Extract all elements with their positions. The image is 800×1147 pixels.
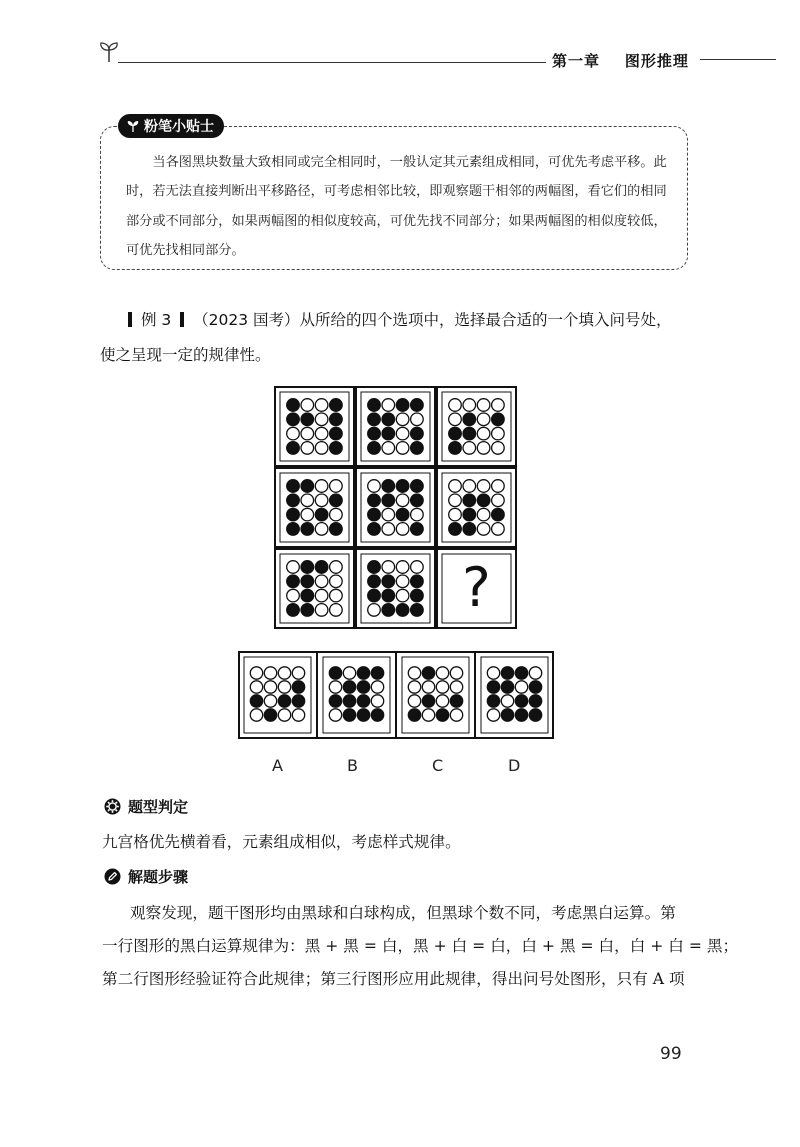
white-dot	[501, 695, 513, 707]
white-dot	[411, 561, 424, 574]
grid-cell-frame	[275, 549, 354, 628]
grid-cell-frame	[437, 468, 516, 547]
white-dot	[330, 604, 343, 617]
white-dot	[477, 480, 490, 493]
black-dot	[463, 427, 476, 440]
option-figure-a	[250, 667, 304, 721]
black-dot	[411, 494, 424, 507]
black-dot	[436, 709, 448, 721]
grid-cell-frame	[275, 387, 354, 466]
black-dot	[515, 695, 527, 707]
white-dot	[529, 667, 541, 679]
white-dot	[371, 695, 383, 707]
black-dot	[501, 709, 513, 721]
white-dot	[422, 709, 434, 721]
white-dot	[492, 523, 505, 536]
white-dot	[278, 681, 290, 693]
black-dot	[382, 480, 395, 493]
black-dot	[330, 523, 343, 536]
white-dot	[382, 561, 395, 574]
white-dot	[382, 508, 395, 521]
black-dot	[264, 709, 276, 721]
option-figure-d	[487, 667, 541, 721]
option-label-c[interactable]: C	[432, 756, 444, 775]
white-dot	[368, 480, 381, 493]
white-dot	[330, 575, 343, 588]
black-dot	[411, 604, 424, 617]
black-dot	[515, 667, 527, 679]
white-dot	[329, 709, 341, 721]
black-dot	[343, 695, 355, 707]
black-dot	[292, 695, 304, 707]
white-dot	[287, 561, 300, 574]
figure-r1-c3	[449, 399, 505, 455]
black-dot	[329, 667, 341, 679]
grid-cell-frame	[275, 468, 354, 547]
tip-badge	[118, 114, 224, 138]
white-dot	[382, 442, 395, 455]
black-dot	[368, 575, 381, 588]
grid-cell-frame	[356, 387, 435, 466]
white-dot	[330, 508, 343, 521]
example-label: 例 3	[140, 311, 172, 329]
black-dot	[287, 494, 300, 507]
black-dot	[368, 508, 381, 521]
white-dot	[278, 667, 290, 679]
black-dot	[357, 681, 369, 693]
white-dot	[492, 494, 505, 507]
white-dot	[330, 589, 343, 602]
white-dot	[477, 523, 490, 536]
white-dot	[477, 442, 490, 455]
white-dot	[250, 667, 262, 679]
white-dot	[449, 480, 462, 493]
chapter-title	[552, 50, 689, 71]
white-dot	[396, 589, 409, 602]
white-dot	[515, 681, 527, 693]
black-dot	[382, 589, 395, 602]
black-dot	[396, 508, 409, 521]
white-dot	[463, 480, 476, 493]
black-dot	[278, 695, 290, 707]
black-dot	[287, 442, 300, 455]
chapter-number: 第一章	[552, 52, 601, 70]
white-dot	[330, 480, 343, 493]
black-dot	[371, 667, 383, 679]
white-dot	[436, 681, 448, 693]
white-dot	[315, 589, 328, 602]
white-dot	[301, 508, 314, 521]
white-dot	[315, 442, 328, 455]
white-dot	[396, 575, 409, 588]
white-dot	[329, 681, 341, 693]
white-dot	[287, 589, 300, 602]
white-dot	[315, 427, 328, 440]
black-dot	[368, 589, 381, 602]
example-marker-right	[180, 312, 184, 327]
white-dot	[250, 681, 262, 693]
black-dot	[529, 695, 541, 707]
black-dot	[411, 427, 424, 440]
black-dot	[463, 413, 476, 426]
white-dot	[301, 399, 314, 412]
white-dot	[396, 494, 409, 507]
black-dot	[368, 413, 381, 426]
white-dot	[449, 494, 462, 507]
white-dot	[449, 399, 462, 412]
black-dot	[368, 561, 381, 574]
white-dot	[436, 667, 448, 679]
black-dot	[330, 413, 343, 426]
black-dot	[250, 695, 262, 707]
white-dot	[408, 681, 420, 693]
white-dot	[492, 480, 505, 493]
sprout-icon	[126, 119, 140, 133]
white-dot	[492, 427, 505, 440]
white-dot	[343, 667, 355, 679]
black-dot	[301, 589, 314, 602]
black-dot	[449, 523, 462, 536]
black-dot	[330, 442, 343, 455]
figure-r3-c2	[368, 561, 424, 617]
white-dot	[477, 399, 490, 412]
black-dot	[382, 413, 395, 426]
section-steps-title: 解题步骤	[128, 868, 189, 886]
black-dot	[330, 427, 343, 440]
white-dot	[396, 523, 409, 536]
header-rule-left	[118, 62, 546, 63]
white-dot	[408, 695, 420, 707]
white-dot	[450, 709, 462, 721]
white-dot	[449, 508, 462, 521]
section-type-text: 九宫格优先横着看，元素组成相似，考虑样式规律。	[102, 833, 461, 851]
black-dot	[330, 399, 343, 412]
black-dot	[368, 523, 381, 536]
header-rule-right	[700, 59, 776, 60]
white-dot	[382, 399, 395, 412]
white-dot	[450, 681, 462, 693]
white-dot	[477, 508, 490, 521]
black-dot	[301, 575, 314, 588]
black-dot	[301, 604, 314, 617]
black-dot	[292, 681, 304, 693]
example-source: （2023 国考）从所给的四个选项中，选择最合适的一个填入问号处，	[193, 311, 672, 329]
option-figure-b	[329, 667, 383, 721]
black-dot	[287, 480, 300, 493]
grid-cell-frame	[356, 549, 435, 628]
black-dot	[330, 494, 343, 507]
sprout-icon	[97, 40, 121, 64]
black-dot	[301, 523, 314, 536]
black-dot	[529, 709, 541, 721]
white-dot	[264, 681, 276, 693]
black-dot	[492, 508, 505, 521]
black-dot	[301, 413, 314, 426]
section-type-heading	[104, 796, 188, 817]
black-dot	[449, 442, 462, 455]
black-dot	[449, 427, 462, 440]
white-dot	[301, 427, 314, 440]
white-dot	[278, 709, 290, 721]
white-dot	[396, 413, 409, 426]
white-dot	[264, 695, 276, 707]
black-dot	[411, 480, 424, 493]
grid-cell-frame	[356, 468, 435, 547]
black-dot	[287, 399, 300, 412]
white-dot	[422, 681, 434, 693]
option-label-d[interactable]: D	[508, 756, 521, 775]
steps-line-1: 观察发现，题干图形均由黑球和白球构成，但黑球个数不同，考虑黑白运算。第	[130, 904, 676, 922]
figure-r3-c1	[287, 561, 343, 617]
white-dot	[492, 399, 505, 412]
black-dot	[329, 695, 341, 707]
black-dot	[396, 604, 409, 617]
black-dot	[411, 442, 424, 455]
white-dot	[382, 523, 395, 536]
black-dot	[529, 681, 541, 693]
black-dot	[477, 494, 490, 507]
white-dot	[287, 427, 300, 440]
page-number: 99	[660, 1044, 682, 1064]
example-line-1	[124, 308, 672, 330]
black-dot	[501, 681, 513, 693]
tip-badge-label: 粉笔小贴士	[144, 119, 214, 135]
black-dot	[463, 508, 476, 521]
black-dot	[343, 709, 355, 721]
white-dot	[250, 709, 262, 721]
white-dot	[292, 667, 304, 679]
black-dot	[382, 427, 395, 440]
figure-r2-c2	[368, 480, 424, 536]
white-dot	[411, 508, 424, 521]
black-dot	[368, 494, 381, 507]
white-dot	[315, 399, 328, 412]
black-dot	[368, 427, 381, 440]
black-dot	[357, 667, 369, 679]
white-dot	[408, 667, 420, 679]
black-dot	[301, 561, 314, 574]
tip-text: 当各图黑块数量大致相同或完全相同时，一般认定其元素组成相同，可优先考虑平移。此时，若无法直接判断出平移路径，可考虑相邻比较，即观察题干相邻的两幅图，看它们的相同部分或不同部分，如果两幅图的相似度较高，可优先找不同部分；如果两幅图的相似度较低，可优先找相同部分。	[126, 155, 667, 258]
black-dot	[368, 442, 381, 455]
white-dot	[436, 695, 448, 707]
white-dot	[330, 561, 343, 574]
black-dot	[287, 523, 300, 536]
white-dot	[315, 523, 328, 536]
white-dot	[463, 399, 476, 412]
white-dot	[368, 604, 381, 617]
black-dot	[301, 480, 314, 493]
white-dot	[301, 442, 314, 455]
white-dot	[411, 413, 424, 426]
question-mark: ?	[462, 556, 491, 619]
black-dot	[315, 508, 328, 521]
black-dot	[382, 604, 395, 617]
black-dot	[371, 709, 383, 721]
black-dot	[463, 494, 476, 507]
option-label-a[interactable]: A	[272, 756, 283, 775]
options-strip	[238, 651, 554, 739]
white-dot	[396, 561, 409, 574]
white-dot	[449, 413, 462, 426]
black-dot	[382, 494, 395, 507]
black-dot	[501, 667, 513, 679]
question-grid	[274, 386, 517, 629]
steps-line-3: 第二行图形经验证符合此规律；第三行图形应用此规律，得出问号处图形，只有 A 项	[102, 970, 685, 988]
example-marker-left	[128, 312, 132, 327]
white-dot	[371, 681, 383, 693]
figure-r1-c1	[287, 399, 343, 455]
black-dot	[396, 480, 409, 493]
black-dot	[287, 508, 300, 521]
black-dot	[411, 589, 424, 602]
black-dot	[411, 399, 424, 412]
black-dot	[287, 604, 300, 617]
black-dot	[487, 695, 499, 707]
black-dot	[368, 399, 381, 412]
black-dot	[515, 709, 527, 721]
black-dot	[357, 695, 369, 707]
black-dot	[411, 523, 424, 536]
black-dot	[287, 413, 300, 426]
white-dot	[315, 575, 328, 588]
black-dot	[396, 399, 409, 412]
pencil-icon	[104, 868, 121, 885]
white-dot	[315, 494, 328, 507]
black-dot	[411, 575, 424, 588]
white-dot	[487, 667, 499, 679]
white-dot	[301, 494, 314, 507]
gear-icon	[104, 798, 121, 815]
example-line-2: 使之呈现一定的规律性。	[100, 346, 271, 364]
option-figure-c	[408, 667, 462, 721]
black-dot	[382, 575, 395, 588]
section-type-title: 题型判定	[128, 798, 189, 816]
black-dot	[343, 681, 355, 693]
figure-r2-c1	[287, 480, 343, 536]
black-dot	[315, 561, 328, 574]
white-dot	[396, 442, 409, 455]
white-dot	[450, 667, 462, 679]
white-dot	[492, 442, 505, 455]
white-dot	[463, 442, 476, 455]
black-dot	[450, 695, 462, 707]
black-dot	[463, 523, 476, 536]
option-label-b[interactable]: B	[347, 756, 358, 775]
black-dot	[422, 695, 434, 707]
white-dot	[396, 427, 409, 440]
white-dot	[477, 427, 490, 440]
chapter-name: 图形推理	[624, 52, 689, 70]
white-dot	[264, 667, 276, 679]
black-dot	[357, 709, 369, 721]
steps-line-2: 一行图形的黑白运算规律为：黑 + 黑 = 白，黑 + 白 = 白，白 + 黑 = 白，白 + 白 = 黑；	[102, 937, 739, 955]
white-dot	[487, 709, 499, 721]
white-dot	[315, 480, 328, 493]
grid-cell-frame	[437, 387, 516, 466]
black-dot	[408, 709, 420, 721]
black-dot	[422, 667, 434, 679]
black-dot	[487, 681, 499, 693]
figure-r1-c2	[368, 399, 424, 455]
white-dot	[292, 709, 304, 721]
black-dot	[492, 413, 505, 426]
black-dot	[287, 575, 300, 588]
white-dot	[477, 413, 490, 426]
figure-r2-c3	[449, 480, 505, 536]
white-dot	[315, 413, 328, 426]
white-dot	[315, 604, 328, 617]
section-steps-heading	[104, 866, 188, 887]
